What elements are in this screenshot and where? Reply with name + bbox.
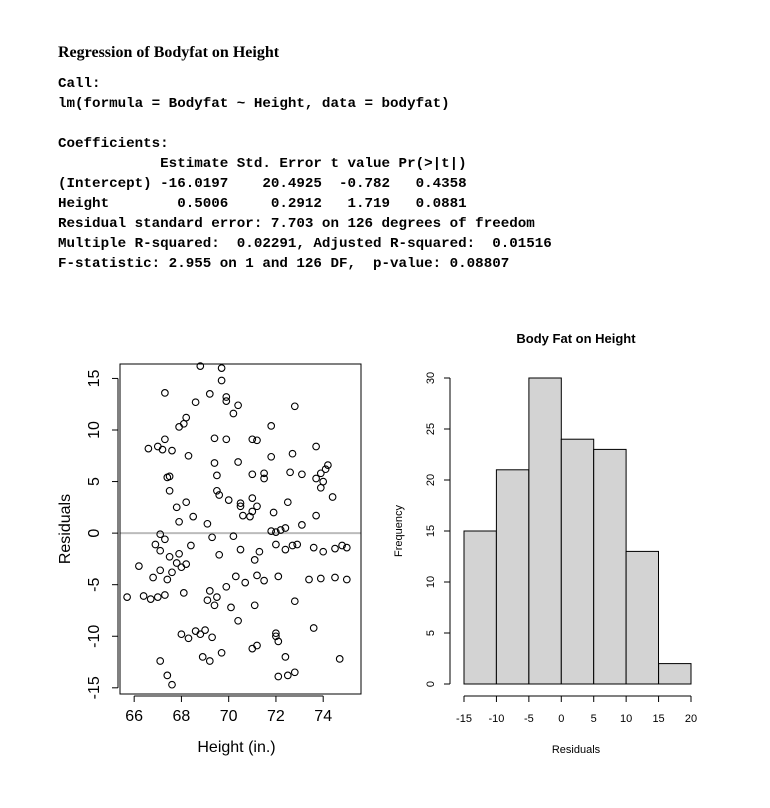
scatter-point (192, 628, 199, 635)
y-tick-label: 30 (425, 371, 437, 385)
scatter-point (249, 471, 256, 478)
x-tick-label: 0 (558, 713, 565, 725)
scatter-point (181, 421, 188, 428)
x-tick-label: 5 (590, 713, 597, 725)
scatter-point (150, 574, 157, 581)
scatter-point (157, 658, 164, 665)
scatter-point (310, 625, 317, 632)
scatter-point (145, 445, 152, 452)
histogram-bar (659, 664, 691, 684)
x-tick-label: 10 (620, 713, 633, 725)
scatter-point (211, 602, 218, 609)
y-tick-label: 25 (425, 422, 437, 436)
scatter-point (155, 594, 162, 601)
scatter-point (166, 473, 173, 480)
scatter-point (185, 635, 192, 642)
x-tick-label: 72 (267, 708, 285, 725)
scatter-point (169, 447, 176, 454)
scatter-point (285, 672, 292, 679)
scatter-point (155, 443, 162, 450)
y-tick-label: 15 (86, 369, 103, 388)
scatter-point (166, 554, 173, 561)
scatter-point (254, 572, 261, 579)
scatter-point (318, 470, 325, 477)
scatter-point (336, 656, 343, 663)
scatter-point (268, 454, 275, 461)
scatter-point (240, 512, 247, 519)
scatter-point (313, 443, 320, 450)
y-axis-title: Residuals (57, 493, 74, 565)
x-tick-label: 68 (172, 708, 191, 725)
scatter-point (332, 545, 339, 552)
x-tick-label: 20 (684, 713, 698, 725)
x-tick-label: 66 (125, 708, 144, 725)
y-tick-label: 5 (86, 477, 103, 487)
scatter-point (183, 414, 190, 421)
scatter-point (162, 536, 169, 543)
output-line: Multiple R-squared: 0.02291, Adjusted R-squared: 0.01516 (58, 236, 552, 252)
scatter-point (242, 579, 249, 586)
scatter-point (169, 681, 176, 688)
y-tick-label: 0 (86, 528, 103, 538)
output-line: Height 0.5006 0.2912 1.719 0.0881 (58, 196, 467, 212)
scatter-point (329, 494, 336, 501)
scatter-point (292, 598, 299, 605)
scatter-point (178, 564, 185, 571)
output-line: Estimate Std. Error t value Pr(>|t|) (58, 156, 467, 172)
scatter-point (292, 669, 299, 676)
scatter-point (273, 541, 280, 548)
y-axis (393, 372, 450, 687)
histogram-bar (594, 449, 626, 684)
scatter-point (299, 522, 306, 529)
scatter-point (140, 593, 147, 600)
scatter-point (185, 453, 192, 460)
scatter-point (209, 534, 216, 541)
scatter-point (216, 552, 223, 559)
scatter-point (211, 460, 218, 467)
y-tick-label: 10 (425, 575, 437, 589)
scatter-point (306, 576, 313, 583)
scatter-point (249, 645, 256, 652)
scatter-point (285, 499, 292, 506)
scatter-point (202, 627, 209, 634)
x-tick-label: -5 (523, 713, 534, 725)
scatter-point (218, 650, 225, 657)
plot-frame (120, 364, 361, 694)
x-axis-title: Height (in.) (197, 739, 276, 756)
residual-histogram (385, 0, 770, 808)
scatter-point (249, 495, 256, 502)
scatter-point (162, 592, 169, 599)
scatter-point (173, 504, 180, 511)
scatter-point (152, 541, 159, 548)
scatter-point (207, 588, 214, 595)
scatter-point (204, 597, 211, 604)
histogram-bar (626, 551, 658, 684)
scatter-point (249, 436, 256, 443)
scatter-point (136, 563, 143, 570)
scatter-point (320, 478, 327, 485)
scatter-point (162, 390, 169, 397)
histogram-bar (561, 439, 593, 684)
report-heading: Regression of Bodyfat on Height (58, 44, 280, 61)
scatter-point (169, 569, 176, 576)
histogram-title: Body Fat on Height (516, 331, 636, 346)
histogram-bar (529, 378, 561, 684)
scatter-point (207, 391, 214, 398)
output-line: Coefficients: (58, 136, 169, 152)
scatter-point (218, 377, 225, 384)
y-axis-title: Frequency (393, 505, 405, 557)
scatter-point (254, 437, 261, 444)
scatter-point (183, 499, 190, 506)
scatter-point (228, 604, 235, 611)
scatter-point (159, 446, 166, 453)
scatter-point (233, 573, 240, 580)
scatter-point (192, 399, 199, 406)
x-axis-title: Residuals (551, 744, 601, 756)
scatter-point (181, 590, 188, 597)
output-line: Call: (58, 76, 101, 92)
scatter-point (237, 546, 244, 553)
scatter-point (318, 575, 325, 582)
scatter-point (261, 577, 268, 584)
scatter-point (188, 542, 195, 549)
output-line: Residual standard error: 7.703 on 126 degrees of freedom (58, 216, 535, 232)
x-tick-label: 74 (314, 708, 333, 725)
scatter-point (256, 548, 263, 555)
x-axis (125, 696, 332, 756)
scatter-point (310, 544, 317, 551)
scatter-point (320, 548, 327, 555)
scatter-point (251, 602, 258, 609)
y-tick-label: 10 (86, 421, 103, 439)
scatter-point (275, 673, 282, 680)
scatter-point (176, 519, 183, 526)
y-tick-label: 5 (425, 629, 437, 637)
scatter-point (178, 631, 185, 638)
x-tick-label: 70 (219, 708, 238, 725)
scatter-point (254, 642, 261, 649)
scatter-point (223, 436, 230, 443)
scatter-point (230, 410, 237, 417)
scatter-point (318, 485, 325, 492)
scatter-point (211, 435, 218, 442)
y-tick-label: -10 (86, 624, 103, 648)
scatter-point (164, 672, 171, 679)
scatter-point (147, 596, 154, 603)
y-tick-label: 20 (425, 473, 437, 487)
y-tick-label: -5 (86, 577, 103, 592)
scatter-point (176, 551, 183, 558)
scatter-point (251, 557, 258, 564)
scatter-point (209, 634, 216, 641)
scatter-point (166, 488, 173, 495)
scatter-point (157, 567, 164, 574)
scatter-point (204, 521, 211, 528)
y-tick-label: 15 (425, 524, 437, 538)
scatter-point (157, 547, 164, 554)
scatter-point (183, 561, 190, 568)
x-tick-label: 15 (652, 713, 665, 725)
scatter-point (292, 403, 299, 410)
scatter-point (218, 365, 225, 372)
scatter-point (332, 574, 339, 581)
scatter-point (223, 584, 230, 591)
scatter-point (162, 436, 169, 443)
y-axis (57, 369, 118, 699)
x-tick-label: -10 (488, 713, 505, 725)
scatter-point (282, 546, 289, 553)
scatter-point (275, 573, 282, 580)
scatter-point (289, 542, 296, 549)
scatter-point (289, 450, 296, 457)
scatter-point (299, 471, 306, 478)
scatter-point (214, 472, 221, 479)
output-line: lm(formula = Bodyfat ~ Height, data = bodyfat) (58, 96, 450, 112)
scatter-point (282, 654, 289, 661)
scatter-point (235, 402, 242, 409)
histogram-bar (496, 470, 528, 684)
scatter-point (294, 541, 301, 548)
scatter-point (190, 513, 197, 520)
x-axis (456, 696, 697, 756)
scatter-point (344, 576, 351, 583)
scatter-point (235, 459, 242, 466)
scatter-point (270, 509, 277, 516)
y-tick-label: -15 (86, 676, 103, 700)
scatter-point (164, 576, 171, 583)
scatter-point (176, 424, 183, 431)
histogram-bar (464, 531, 496, 684)
scatter-point (223, 398, 230, 405)
x-tick-label: -15 (456, 713, 472, 725)
scatter-point (225, 497, 232, 504)
output-line: (Intercept) -16.0197 20.4925 -0.782 0.4358 (58, 176, 467, 192)
scatter-point (313, 512, 320, 519)
output-line: F-statistic: 2.955 on 1 and 126 DF, p-value: 0.08807 (58, 256, 510, 272)
scatter-point (268, 423, 275, 430)
scatter-point (124, 594, 131, 601)
scatter-point (199, 654, 206, 661)
scatter-point (235, 618, 242, 625)
scatter-point (207, 658, 214, 665)
scatter-point (214, 594, 221, 601)
y-tick-label: 0 (425, 680, 437, 688)
scatter-point (287, 469, 294, 476)
